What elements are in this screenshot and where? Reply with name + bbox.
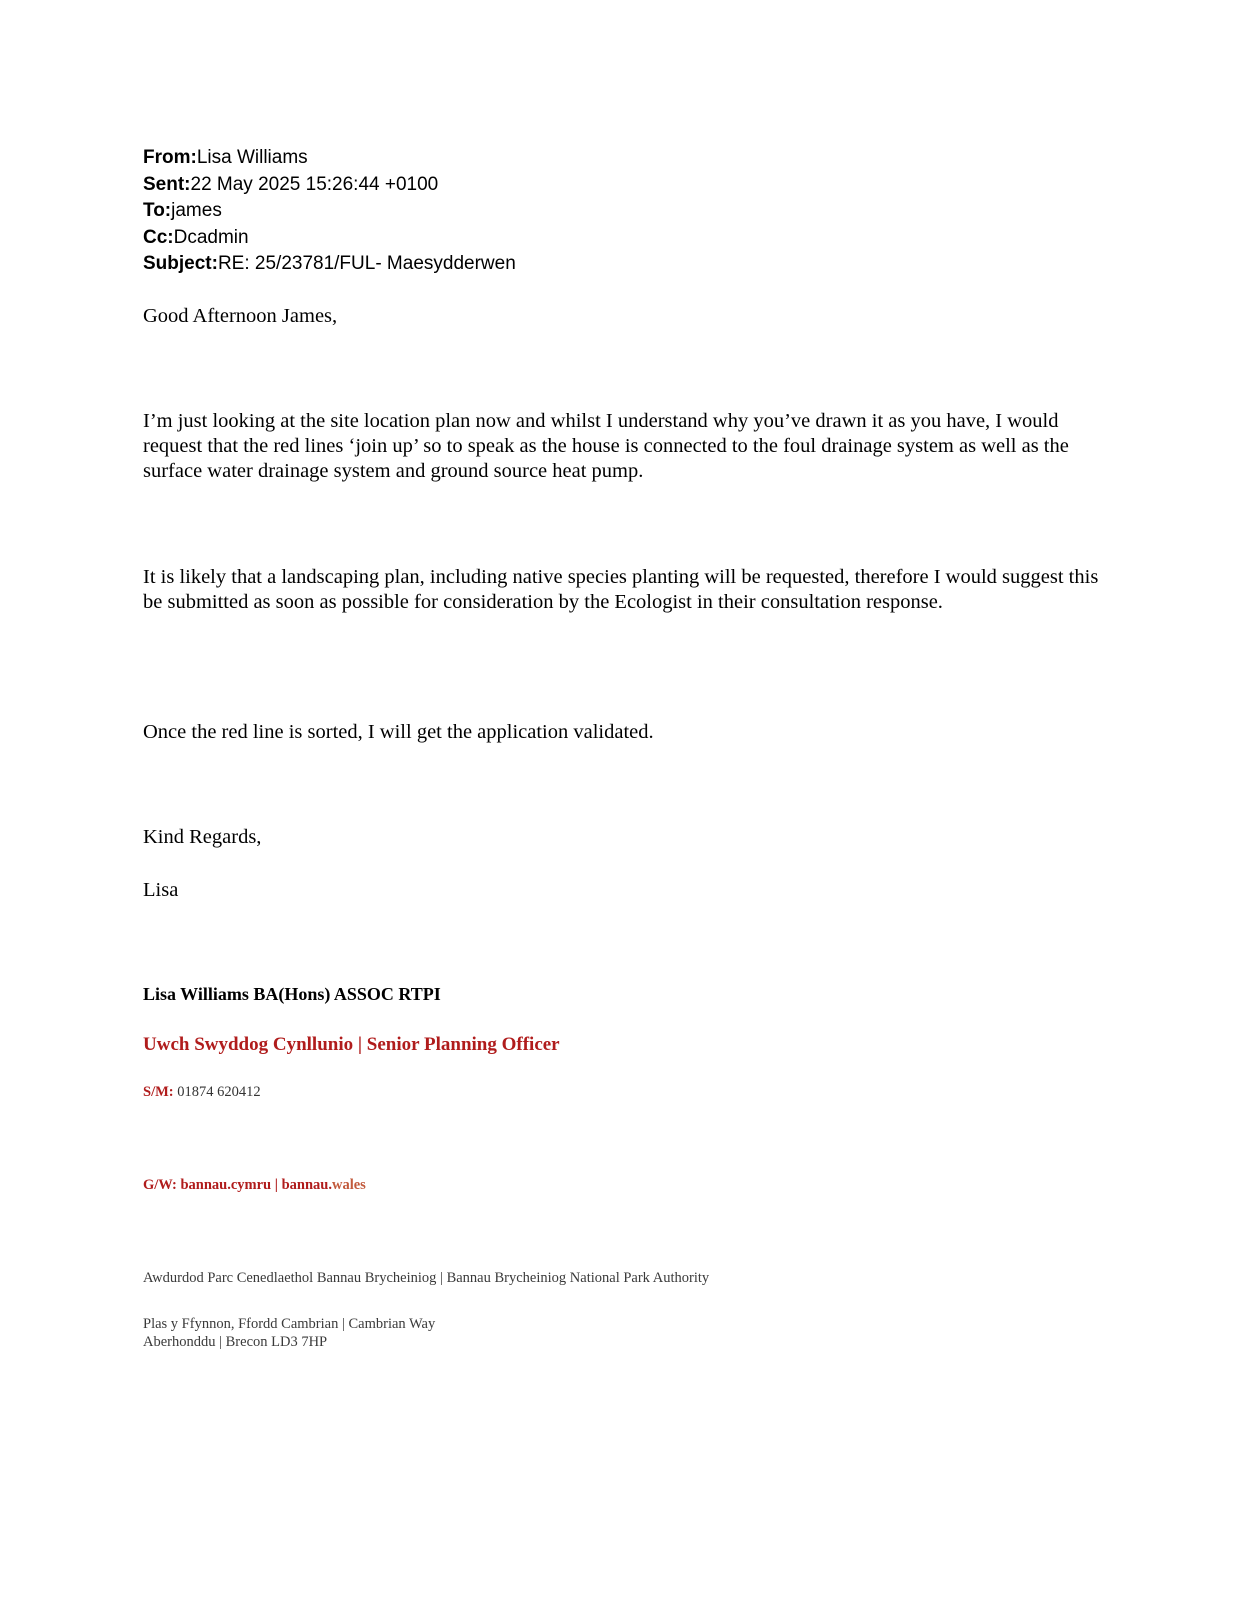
- sent-label: Sent:: [143, 173, 191, 195]
- signature-phone: [143, 1084, 261, 1101]
- greeting: Good Afternoon James,: [143, 305, 338, 327]
- from-row: [143, 145, 516, 172]
- cc-label: Cc:: [143, 226, 174, 248]
- from-value: Lisa Williams: [196, 147, 308, 168]
- signature-title: Uwch Swyddog Cynllunio | Senior Planning Officer: [143, 1034, 560, 1055]
- web-wales-suffix: wales: [331, 1177, 366, 1193]
- organisation-name: Awdurdod Parc Cenedlaethol Bannau Brycheiniog | Bannau Brycheiniog National Park Authority: [143, 1270, 710, 1286]
- web-label: G/W:: [143, 1177, 177, 1193]
- cc-value: Dcadmin: [173, 226, 249, 248]
- web-wales-prefix: bannau.: [281, 1177, 332, 1193]
- to-value: james: [171, 200, 222, 221]
- signature-name: Lisa Williams BA(Hons) ASSOC RTPI: [143, 984, 441, 1004]
- phone-number: 01874 620412: [177, 1084, 261, 1100]
- to-row: [143, 198, 516, 225]
- paragraph-site-plan: I’m just looking at the site location plan now and whilst I understand why you’ve drawn it as you have, I would request that the red lines ‘join up’ so to speak as the house is connected to the foul drainage system as well as the surface water drainage system and ground source heat pump.: [143, 410, 1069, 482]
- signature-web: [143, 1177, 366, 1194]
- subject-row: [143, 251, 516, 278]
- subject-label: Subject:: [143, 253, 218, 274]
- sign-off: Lisa: [143, 879, 179, 901]
- address-line-1: Plas y Ffynnon, Ffordd Cambrian | Cambrian Way: [143, 1316, 436, 1332]
- phone-label: S/M:: [143, 1084, 174, 1100]
- address-line-2: Aberhonddu | Brecon LD3 7HP: [143, 1334, 328, 1350]
- paragraph-validation: Once the red line is sorted, I will get the application validated.: [143, 721, 654, 743]
- web-link-wales[interactable]: [282, 1177, 366, 1193]
- subject-value: RE: 25/23781/FUL- Maesydderwen: [217, 253, 516, 274]
- web-link-cymru[interactable]: bannau.cymru: [180, 1177, 272, 1193]
- from-label: From:: [143, 147, 197, 168]
- cc-row: [143, 225, 516, 252]
- sent-value: 22 May 2025 15:26:44 +0100: [190, 173, 439, 195]
- paragraph-landscaping: It is likely that a landscaping plan, including native species planting will be requested, therefore I would suggest this be submitted as soon as possible for consideration by the Ecologist in their consultation response.: [143, 566, 1099, 613]
- sent-row: [143, 172, 516, 199]
- closing: Kind Regards,: [143, 826, 262, 848]
- to-label: To:: [143, 200, 172, 221]
- email-header: [143, 145, 516, 278]
- web-separator: |: [274, 1177, 278, 1193]
